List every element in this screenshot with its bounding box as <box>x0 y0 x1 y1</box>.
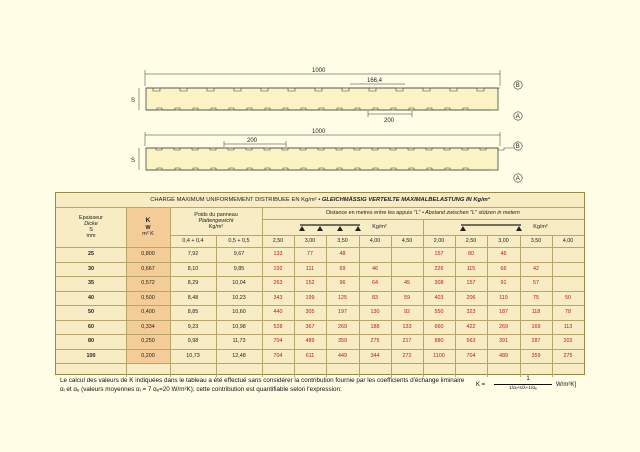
row-load-a-3: 46 <box>372 265 378 272</box>
row-weight-1: 7,92 <box>187 251 199 258</box>
span-header-b-1: 2,50 <box>455 235 487 247</box>
grid-h-row <box>56 305 584 306</box>
row-load-b-0: 660 <box>434 323 444 330</box>
row-weight-1: 9,98 <box>187 338 199 345</box>
row-thickness: 35 <box>88 280 94 287</box>
row-weight-2: 10,23 <box>232 294 246 301</box>
row-weight-2: 10,60 <box>232 309 246 316</box>
row-thickness: 30 <box>88 265 94 272</box>
row-load-a-1: 611 <box>305 352 315 359</box>
span-header-a-3: 4,00 <box>359 235 391 247</box>
grid-h-row <box>56 291 584 292</box>
row-load-b-1: 80 <box>468 251 474 258</box>
row-load-a-2: 359 <box>338 338 347 345</box>
grid-h-row <box>56 247 584 248</box>
grid-v-span-b <box>552 235 553 377</box>
row-k-value: 0,250 <box>126 334 170 349</box>
grid-v-span-b <box>520 235 521 377</box>
row-load-b-1: 422 <box>466 323 476 330</box>
panel-1-marker-b-label: B <box>515 83 520 90</box>
row-load-b-1: 704 <box>466 352 476 359</box>
row-k-value: 0,572 <box>126 276 170 291</box>
row-load-b-1: 323 <box>466 309 476 316</box>
span-header-a-2: 3,50 <box>326 235 359 247</box>
row-load-a-2: 96 <box>339 280 346 287</box>
panel-1-thickness-label: S <box>131 98 136 104</box>
row-weight-1: 8,48 <box>187 294 199 301</box>
row-load-a-2: 125 <box>338 294 347 301</box>
header-distance-de: • Abstand zwischen "L" stützen in metern <box>422 209 520 216</box>
header-thickness-fr: Epaisseur <box>79 214 103 221</box>
row-load-a-3: 130 <box>370 309 380 316</box>
row-load-a-0: 133 <box>273 251 283 258</box>
row-load-b-2: 66 <box>500 265 507 272</box>
row-load-b-4: 202 <box>563 338 573 345</box>
row-load-b-0: 403 <box>434 294 444 301</box>
row-load-a-4 <box>391 262 423 277</box>
row-load-b-0: 880 <box>434 338 444 345</box>
header-k <box>126 207 170 247</box>
row-k-value: 0,500 <box>126 291 170 306</box>
row-load-a-1: 152 <box>305 280 315 287</box>
row-k-value: 0,334 <box>126 320 170 335</box>
span-header-b-4: 4,00 <box>552 235 584 247</box>
grid-v-w <box>170 207 171 377</box>
row-load-a-4: 45 <box>404 280 410 287</box>
panel-2-spacing-label: 200 <box>247 138 258 144</box>
row-load-b-1: 157 <box>466 280 476 287</box>
row-load-a-1: 77 <box>307 251 313 258</box>
grid-v-span-b <box>487 235 488 377</box>
three-span-support-icon <box>298 222 362 232</box>
row-k-value: 0,667 <box>126 262 170 277</box>
formula-bar <box>494 384 552 385</box>
header-distance <box>262 207 584 219</box>
header-thickness-de: Dicke <box>84 220 98 227</box>
panel-1-pitch-label: 166,4 <box>367 78 383 84</box>
row-load-b-3: 287 <box>531 338 541 345</box>
row-weight-1: 8,85 <box>187 309 199 316</box>
grid-v-k <box>126 207 127 377</box>
grid-v-dist <box>262 207 263 377</box>
table-title-de: • GLEICHMÄSSIG VERTEILTE MAXIMALBELASTUNG IN Kg/m² <box>318 196 490 203</box>
row-load-a-4 <box>391 247 423 262</box>
row-load-a-4: 59 <box>404 294 410 301</box>
row-load-b-4 <box>552 262 584 277</box>
row-load-a-3: 64 <box>372 280 378 287</box>
footnote-line-2: αᵢ et αₑ (valeurs moyennes αᵢ = 7 αₑ=20 W/m²K); cette contribution est quantifiable selon l'expression: <box>60 385 342 393</box>
grid-h-row <box>56 262 584 263</box>
row-load-b-3: 42 <box>533 265 539 272</box>
grid-h-weight <box>170 235 584 236</box>
row-load-a-0: 343 <box>273 294 283 301</box>
header-weight-de: Plattengewicht <box>198 217 234 224</box>
row-load-b-3: 75 <box>533 294 539 301</box>
k-formula <box>476 376 580 396</box>
row-load-a-4: 133 <box>402 323 412 330</box>
row-load-b-2: 489 <box>499 352 508 359</box>
load-table <box>55 192 585 375</box>
formula-k: K = <box>476 382 486 388</box>
footnote-line-1: Le calcul des valeurs de K indiquées dans le tableau a été effectué sans considérer la contribution fournie par les coefficients d'échange liminaire <box>60 377 465 384</box>
row-weight-2: 10,98 <box>232 323 246 330</box>
row-load-a-3: 188 <box>370 323 380 330</box>
panel-1-marker-a-label: A <box>515 114 520 121</box>
row-load-b-4 <box>552 276 584 291</box>
grid-v-span-a <box>359 235 360 377</box>
row-thickness: 25 <box>88 251 94 258</box>
span-header-b-3: 3,50 <box>520 235 552 247</box>
row-load-b-2: 187 <box>499 309 508 316</box>
grid-h-row <box>56 276 584 277</box>
row-load-b-4: 50 <box>565 294 571 301</box>
row-load-a-0: 704 <box>273 338 283 345</box>
header-k-symbol: K <box>145 217 151 225</box>
grid-v-span-b <box>455 235 456 377</box>
table-title <box>56 193 584 207</box>
grid-v-w2 <box>216 235 217 377</box>
row-load-a-1: 489 <box>305 338 315 345</box>
row-load-a-0: 528 <box>273 323 283 330</box>
formula-numerator: 1 <box>526 376 530 382</box>
panel-2-length-label: 1000 <box>312 129 326 135</box>
grid-h-row <box>56 349 584 350</box>
header-weight-unit: Kg/m² <box>208 224 224 231</box>
grid-v-mid <box>423 219 424 377</box>
row-thickness: 40 <box>88 294 94 301</box>
row-weight-2: 11,73 <box>232 338 246 345</box>
row-load-a-0: 263 <box>273 280 283 287</box>
formula-unit: W/m²K] <box>556 382 576 388</box>
row-load-a-3: 275 <box>370 338 380 345</box>
header-weight-fr: Poids du panneau <box>194 211 238 218</box>
span-header-b-0: 2,00 <box>423 235 455 247</box>
kgm2-label-a: Kg/m² <box>372 223 387 230</box>
row-load-b-0: 550 <box>434 309 444 316</box>
row-load-b-0: 308 <box>434 280 444 287</box>
row-load-a-4: 92 <box>404 309 410 316</box>
row-thickness: 80 <box>88 338 94 345</box>
row-load-a-1: 199 <box>305 294 315 301</box>
row-load-b-2: 269 <box>499 323 508 330</box>
kgm2-label-b: Kg/m² <box>533 223 548 230</box>
row-load-a-1: 367 <box>305 323 315 330</box>
row-weight-2: 12,48 <box>232 352 246 359</box>
header-k-unit-m2k: m² K <box>142 230 154 237</box>
panel-2 <box>131 129 522 182</box>
row-thickness: 100 <box>86 352 96 359</box>
panel-2-marker-b-label: B <box>515 144 520 151</box>
row-weight-1: 8,10 <box>187 265 199 272</box>
grid-v-span-a <box>391 235 392 377</box>
panel-1-spacing-label: 200 <box>384 118 395 124</box>
row-load-a-3: 83 <box>372 294 378 301</box>
row-load-b-3: 169 <box>531 323 541 330</box>
header-k-unit-w: W <box>145 224 151 231</box>
row-load-b-3 <box>520 247 552 262</box>
header-distance-fr: Distance en metres entre les appuis "L" <box>326 209 421 216</box>
header-thickness <box>56 207 126 247</box>
row-k-value: 0,800 <box>126 247 170 262</box>
grid-h-title <box>56 207 584 208</box>
row-load-a-4: 272 <box>402 352 412 359</box>
row-load-a-0: 192 <box>273 265 283 272</box>
row-load-a-2: 69 <box>339 265 346 272</box>
row-load-b-1: 563 <box>466 338 476 345</box>
row-load-b-1: 115 <box>466 265 476 272</box>
panel-2-body <box>146 148 498 170</box>
header-thickness-unit: mm <box>86 233 96 240</box>
row-load-b-2: 391 <box>499 338 508 345</box>
row-load-a-4: 217 <box>402 338 412 345</box>
header-thickness-symbol: S <box>89 227 93 233</box>
row-load-a-0: 440 <box>273 309 283 316</box>
support-diagram-a <box>262 219 423 235</box>
row-load-a-2: 269 <box>338 323 347 330</box>
row-load-b-4: 275 <box>563 352 573 359</box>
row-load-b-0: 157 <box>434 251 444 258</box>
grid-h-row <box>56 334 584 335</box>
row-load-b-2: 46 <box>500 251 507 258</box>
span-header-a-4: 4,50 <box>391 235 423 247</box>
row-weight-1: 9,23 <box>187 323 199 330</box>
row-load-b-4: 78 <box>565 309 571 316</box>
row-load-a-3 <box>359 247 391 262</box>
row-load-a-2: 449 <box>338 352 347 359</box>
table-title-fr: CHARGE MAXIMUM UNIFORMEMENT DISTRIBUEE EN Kg/m² <box>150 196 317 203</box>
two-span-support-icon <box>459 222 523 232</box>
row-load-a-2: 197 <box>338 309 347 316</box>
row-load-b-3: 57 <box>533 280 539 287</box>
row-load-a-0: 704 <box>273 352 283 359</box>
panel-diagrams <box>0 0 640 192</box>
header-weight <box>170 207 262 235</box>
row-k-value: 0,200 <box>126 349 170 364</box>
formula-denominator: 1/αᵢ+s/λ+1/αₑ <box>509 386 537 391</box>
grid-h-row <box>56 363 584 364</box>
panel-1 <box>131 68 522 124</box>
grid-v-span-a <box>294 235 295 377</box>
row-weight-2: 10,04 <box>232 280 246 287</box>
row-weight-2: 9,67 <box>233 251 245 258</box>
row-load-a-2: 48 <box>339 251 346 258</box>
row-load-b-3: 118 <box>531 309 541 316</box>
row-load-a-1: 305 <box>305 309 315 316</box>
row-thickness: 50 <box>88 309 94 316</box>
row-load-b-0: 1100 <box>433 352 445 359</box>
panel-1-length-label: 1000 <box>312 68 326 74</box>
row-weight-1: 10,73 <box>186 352 200 359</box>
row-load-b-1: 206 <box>466 294 476 301</box>
row-load-b-3: 359 <box>531 352 541 359</box>
panel-2-marker-a-label: A <box>515 176 520 183</box>
header-weight-sub-2: 0,5 + 0,5 <box>216 235 262 247</box>
row-load-a-3: 344 <box>370 352 380 359</box>
span-header-a-1: 3,00 <box>294 235 326 247</box>
span-header-a-0: 2,50 <box>262 235 294 247</box>
row-load-b-0: 226 <box>434 265 444 272</box>
grid-v-span-a <box>326 235 327 377</box>
row-load-b-2: 91 <box>500 280 507 287</box>
span-header-b-2: 3,00 <box>487 235 520 247</box>
panel-2-thickness-label: S <box>131 158 136 164</box>
row-thickness: 60 <box>88 323 94 330</box>
row-weight-1: 8,29 <box>187 280 199 287</box>
row-load-a-1: 111 <box>305 265 315 272</box>
row-load-b-2: 119 <box>499 294 508 301</box>
row-weight-2: 9,85 <box>233 265 245 272</box>
support-diagram-b <box>423 219 584 235</box>
grid-h-row <box>56 320 584 321</box>
row-load-b-4: 113 <box>563 323 573 330</box>
header-weight-sub-1: 0,4 + 0,4 <box>170 235 216 247</box>
row-k-value: 0,400 <box>126 305 170 320</box>
row-load-b-4 <box>552 247 584 262</box>
